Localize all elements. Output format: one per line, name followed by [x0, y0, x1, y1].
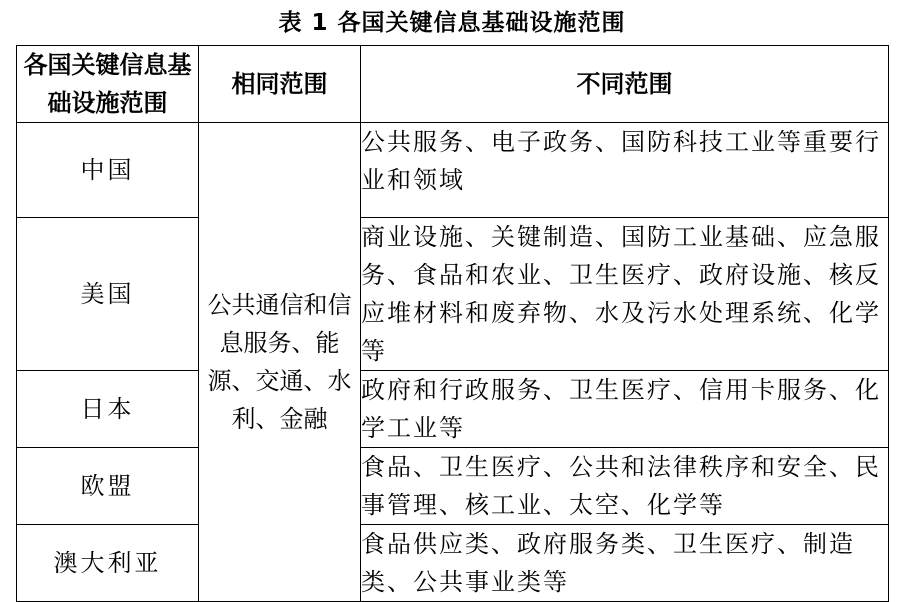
header-country-scope: 各国关键信息基础设施范围	[17, 46, 199, 123]
table-row	[17, 448, 889, 525]
country-cell: 日本	[17, 371, 199, 448]
header-same-scope: 相同范围	[199, 46, 361, 123]
table-row	[17, 371, 889, 448]
header-different-scope: 不同范围	[361, 46, 889, 123]
table-row	[17, 123, 889, 218]
country-cell: 澳大利亚	[17, 525, 199, 602]
table-title: 表 1 各国关键信息基础设施范围	[278, 10, 626, 36]
table-row	[17, 218, 889, 371]
different-scope-cell: 政府和行政服务、卫生医疗、信用卡服务、化学工业等	[361, 371, 889, 448]
country-cell: 美国	[17, 218, 199, 371]
different-scope-cell: 商业设施、关键制造、国防工业基础、应急服务、食品和农业、卫生医疗、政府设施、核反应堆材料和废弃物、水及污水处理系统、化学等	[361, 218, 889, 371]
country-cell: 欧盟	[17, 448, 199, 525]
header-row	[17, 46, 889, 123]
table-row	[17, 525, 889, 602]
different-scope-cell: 食品、卫生医疗、公共和法律秩序和安全、民事管理、核工业、太空、化学等	[361, 448, 889, 525]
country-cell: 中国	[17, 123, 199, 218]
same-scope-cell: 公共通信和信息服务、能源、交通、水利、金融	[199, 123, 361, 602]
infrastructure-scope-table	[16, 45, 889, 602]
different-scope-cell: 公共服务、电子政务、国防科技工业等重要行业和领域	[361, 123, 889, 218]
different-scope-cell: 食品供应类、政府服务类、卫生医疗、制造类、公共事业类等	[361, 525, 889, 602]
